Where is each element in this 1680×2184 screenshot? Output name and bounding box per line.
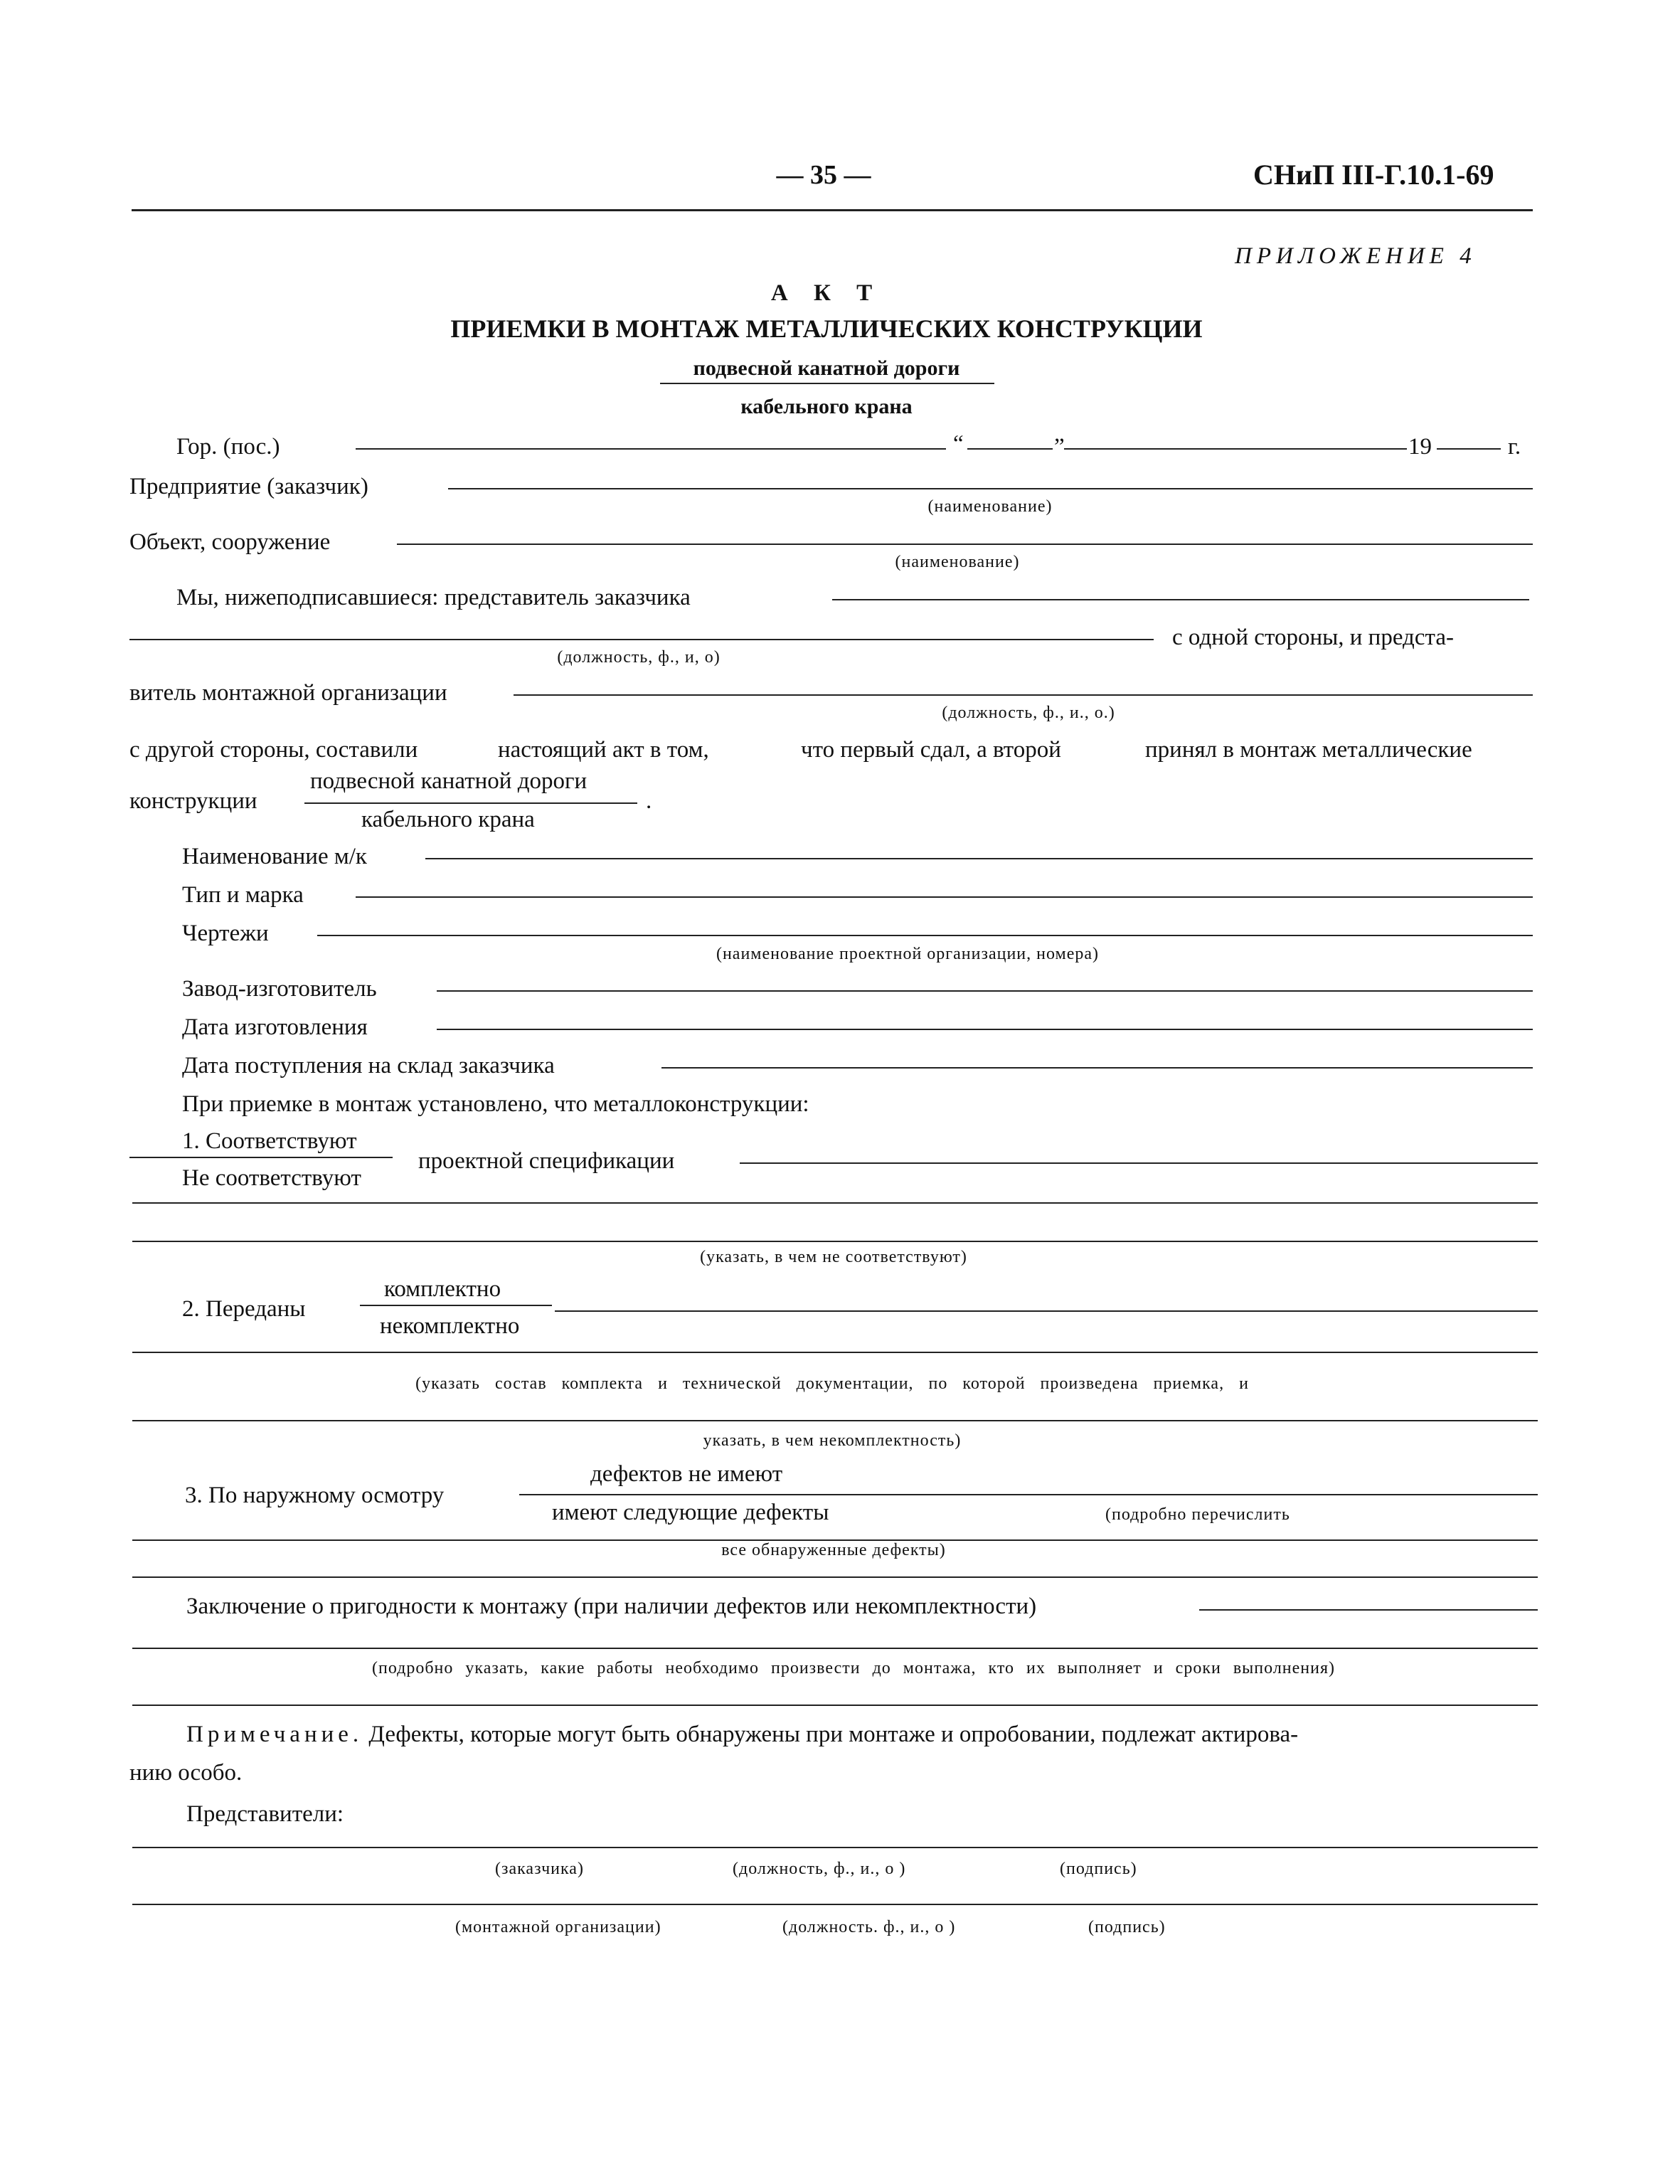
item2-option-1: комплектно [384,1276,501,1302]
quote-open: “ [953,431,964,457]
drawings-caption: (наименование проектной организации, номера) [716,945,1100,963]
note-text-2: нию особо. [129,1760,243,1786]
item2-caption-1: (указать состав комплекта и технической документации, по которой произведена приемка, и [415,1374,1249,1393]
note-text-1: Дефекты, которые могут быть обнаружены при монтаже и опробовании, подлежат актирова- [368,1722,1299,1747]
customer-signature-line[interactable] [132,1847,1538,1848]
other-side-text-3: что первый сдал, а второй [801,737,1061,763]
note-line-1 [186,1720,1298,1749]
established-label: При приемке в монтаж установлено, что металлоконструкции: [182,1091,809,1117]
conclusion-caption: (подробно указать, какие работы необходимо произвести до монтажа, кто их выполняет и сроки выполнения) [371,1659,1336,1677]
constructions-divider [304,802,637,804]
enterprise-caption: (наименование) [927,497,1053,516]
year-prefix: 19 [1408,434,1432,460]
conclusion-field-2[interactable] [132,1648,1538,1649]
item1-option-1: 1. Соответствуют [182,1128,357,1154]
note-label: Примечание. [186,1722,363,1747]
constructions-option-2: кабельного крана [361,807,535,832]
item1-field-2[interactable] [132,1202,1538,1204]
year-suffix: г. [1508,434,1521,460]
factory-field[interactable] [437,990,1533,992]
item1-divider [129,1157,393,1158]
year-field[interactable] [1437,448,1501,450]
title-option-2: кабельного крана [740,395,913,418]
title-option-divider [660,383,994,384]
quote-close: ” [1054,434,1065,460]
customer-rep-caption: (должность, ф., и, о) [557,648,721,667]
act-title: А К Т [770,280,883,306]
constructions-label: конструкции [129,788,257,814]
installer-rep-caption: (должность, ф., и., о.) [942,704,1115,722]
item1-field-3[interactable] [132,1241,1538,1242]
enterprise-field[interactable] [448,488,1533,489]
customer-sign-caption: (подпись) [1060,1860,1137,1878]
item3-option-2: имеют следующие дефекты [552,1500,829,1525]
page-number: — 35 — [776,160,871,190]
conclusion-label: Заключение о пригодности к монтажу (при наличии дефектов или некомплектности) [186,1594,1037,1619]
date-made-label: Дата изготовления [182,1014,368,1040]
factory-label: Завод-изготовитель [182,976,377,1002]
day-field[interactable] [967,448,1053,450]
installer-caption: (монтажной организации) [455,1918,661,1936]
item3-caption-1: (подробно перечислить [1105,1505,1290,1524]
object-label: Объект, сооружение [129,529,331,555]
item3-field-3[interactable] [132,1576,1538,1578]
drawings-field[interactable] [317,935,1533,936]
city-field[interactable] [356,448,946,450]
item2-label: 2. Переданы [182,1296,306,1322]
other-side-text-2: настоящий акт в том, [498,737,709,763]
installer-sign-caption: (подпись) [1088,1918,1166,1936]
object-field[interactable] [397,544,1533,545]
constructions-option-1: подвесной канатной дороги [310,768,588,794]
customer-rep-field[interactable] [832,599,1529,600]
date-received-label: Дата поступления на склад заказчика [182,1053,555,1078]
item2-caption-2: указать, в чем некомплектность) [703,1431,962,1450]
type-label: Тип и марка [182,882,304,908]
item2-option-2: некомплектно [380,1313,520,1339]
item1-caption: (указать, в чем не соответствуют) [700,1248,967,1266]
item2-field-2[interactable] [132,1352,1538,1353]
drawings-label: Чертежи [182,921,269,946]
representatives-label: Представители: [186,1801,344,1827]
city-label: Гор. (пос.) [176,434,280,460]
item2-field[interactable] [555,1310,1538,1312]
item3-label: 3. По наружному осмотру [185,1483,445,1508]
other-side-text-1: с другой стороны, составили [129,737,418,763]
object-caption: (наименование) [895,553,1020,571]
undersigned-label: Мы, нижеподписавшиеся: представитель заказчика [176,585,691,610]
name-mk-field[interactable] [425,858,1533,859]
one-side-text: с одной стороны, и предста- [1172,625,1454,650]
document-code: СНиП III-Г.10.1-69 [1253,159,1494,191]
customer-position-caption: (должность, ф., и., о ) [733,1860,906,1878]
installer-label: витель монтажной организации [129,680,447,706]
item1-text: проектной спецификации [418,1148,675,1174]
item1-field[interactable] [740,1162,1538,1164]
item3-divider-field[interactable] [519,1494,1538,1495]
date-made-field[interactable] [437,1029,1533,1030]
item1-option-2: Не соответствуют [182,1165,361,1191]
name-mk-label: Наименование м/к [182,844,367,869]
enterprise-label: Предприятие (заказчик) [129,474,368,499]
month-field[interactable] [1064,448,1407,450]
type-field[interactable] [356,896,1533,898]
customer-rep-field-2[interactable] [129,639,1154,640]
installer-signature-line[interactable] [132,1904,1538,1905]
other-side-text-4: принял в монтаж металлические [1145,737,1472,763]
conclusion-field-3[interactable] [132,1705,1538,1706]
appendix-label: ПРИЛОЖЕНИЕ 4 [1235,243,1477,269]
title-option-1: подвесной канатной дороги [693,356,960,380]
item2-divider [360,1305,552,1306]
installer-position-caption: (должность. ф., и., о ) [782,1918,956,1936]
constructions-period: . [646,788,652,814]
customer-caption: (заказчика) [495,1860,584,1878]
conclusion-field[interactable] [1199,1609,1538,1611]
item2-field-3[interactable] [132,1420,1538,1421]
act-main-title: ПРИЕМКИ В МОНТАЖ МЕТАЛЛИЧЕСКИХ КОНСТРУКЦИИ [450,314,1203,343]
date-received-field[interactable] [661,1067,1533,1069]
item3-option-1: дефектов не имеют [590,1461,783,1487]
header-rule [132,209,1533,211]
installer-rep-field[interactable] [514,694,1533,696]
item3-caption-2: все обнаруженные дефекты) [721,1541,946,1559]
